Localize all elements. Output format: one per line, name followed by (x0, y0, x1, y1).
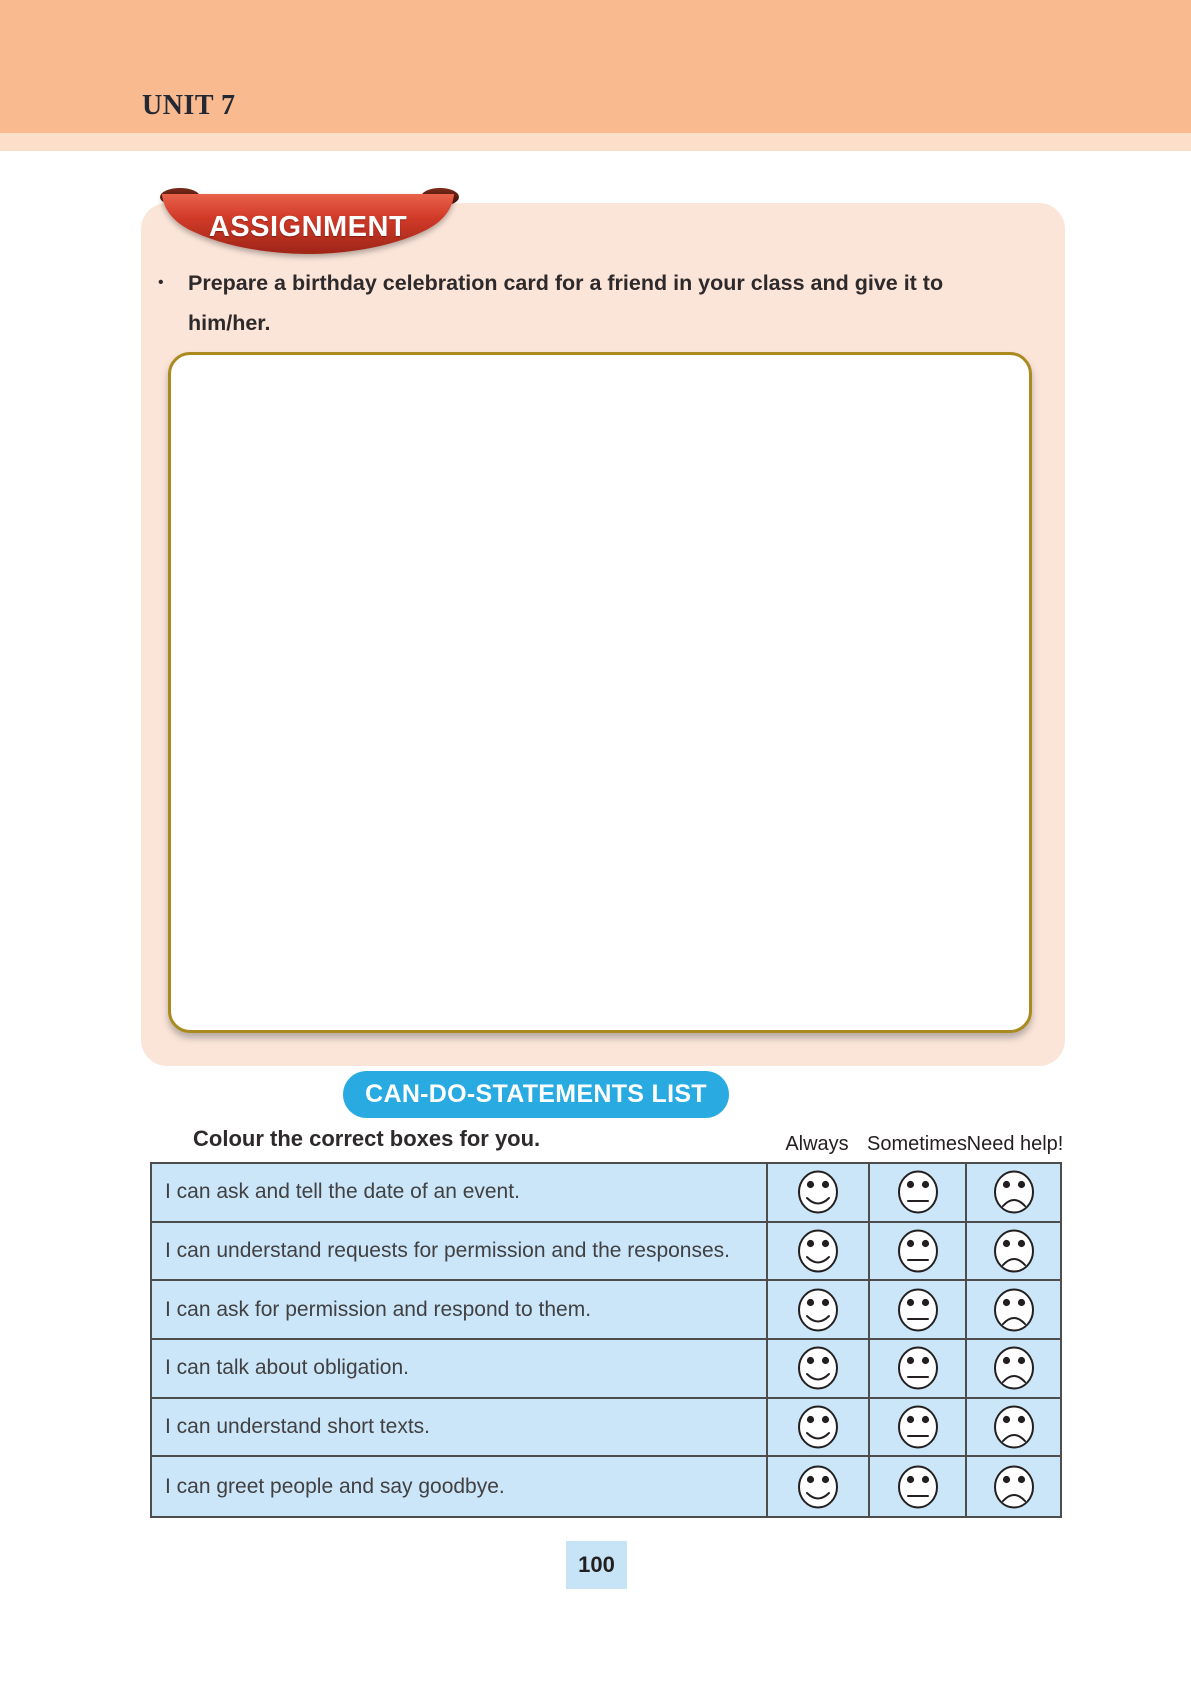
happy-face-icon[interactable] (766, 1340, 868, 1397)
table-row (152, 1457, 1060, 1516)
table-row (152, 1164, 1060, 1223)
statement-cell: I can greet people and say goodbye. (165, 1474, 505, 1498)
statement-cell: I can understand requests for permission and the responses. (165, 1238, 730, 1262)
happy-face-icon[interactable] (766, 1223, 868, 1280)
sad-face-icon[interactable] (965, 1457, 1060, 1516)
sad-face-icon[interactable] (965, 1399, 1060, 1456)
unit-title: UNIT 7 (142, 90, 236, 121)
column-header-sometimes: Sometimes (866, 1133, 968, 1155)
assignment-bullet-item (158, 263, 988, 343)
can-do-title: CAN-DO-STATEMENTS LIST (365, 1080, 707, 1108)
table-row (152, 1399, 1060, 1458)
column-header-need-help: Need help! (966, 1133, 1064, 1155)
assignment-instruction-line: Prepare a birthday celebration card for a friend in your class and give it to (188, 271, 944, 295)
can-do-title-pill (343, 1071, 729, 1118)
neutral-face-icon[interactable] (868, 1281, 965, 1338)
card-drawing-box[interactable] (168, 352, 1032, 1033)
happy-face-icon[interactable] (766, 1399, 868, 1456)
neutral-face-icon[interactable] (868, 1164, 965, 1221)
page-number-badge (566, 1541, 627, 1589)
statement-cell: I can ask and tell the date of an event. (165, 1180, 520, 1204)
sad-face-icon[interactable] (965, 1164, 1060, 1221)
statement-cell: I can understand short texts. (165, 1414, 430, 1438)
neutral-face-icon[interactable] (868, 1399, 965, 1456)
table-row (152, 1281, 1060, 1340)
bullet-dot: • (158, 274, 164, 291)
colour-instruction: Colour the correct boxes for you. (193, 1126, 541, 1151)
happy-face-icon[interactable] (766, 1457, 868, 1516)
assignment-instruction-line: him/her. (188, 311, 271, 335)
neutral-face-icon[interactable] (868, 1340, 965, 1397)
statement-cell: I can ask for permission and respond to them. (165, 1297, 592, 1321)
table-row (152, 1223, 1060, 1282)
happy-face-icon[interactable] (766, 1281, 868, 1338)
assignment-ribbon-label: ASSIGNMENT (208, 211, 408, 243)
statement-cell: I can talk about obligation. (165, 1356, 410, 1380)
neutral-face-icon[interactable] (868, 1223, 965, 1280)
sad-face-icon[interactable] (965, 1340, 1060, 1397)
page-number: 100 (578, 1552, 615, 1577)
unit-header-substrip (0, 133, 1191, 151)
neutral-face-icon[interactable] (868, 1457, 965, 1516)
column-header-always: Always (785, 1133, 849, 1155)
happy-face-icon[interactable] (766, 1164, 868, 1221)
sad-face-icon[interactable] (965, 1281, 1060, 1338)
table-row (152, 1340, 1060, 1399)
sad-face-icon[interactable] (965, 1223, 1060, 1280)
can-do-table (150, 1162, 1062, 1518)
